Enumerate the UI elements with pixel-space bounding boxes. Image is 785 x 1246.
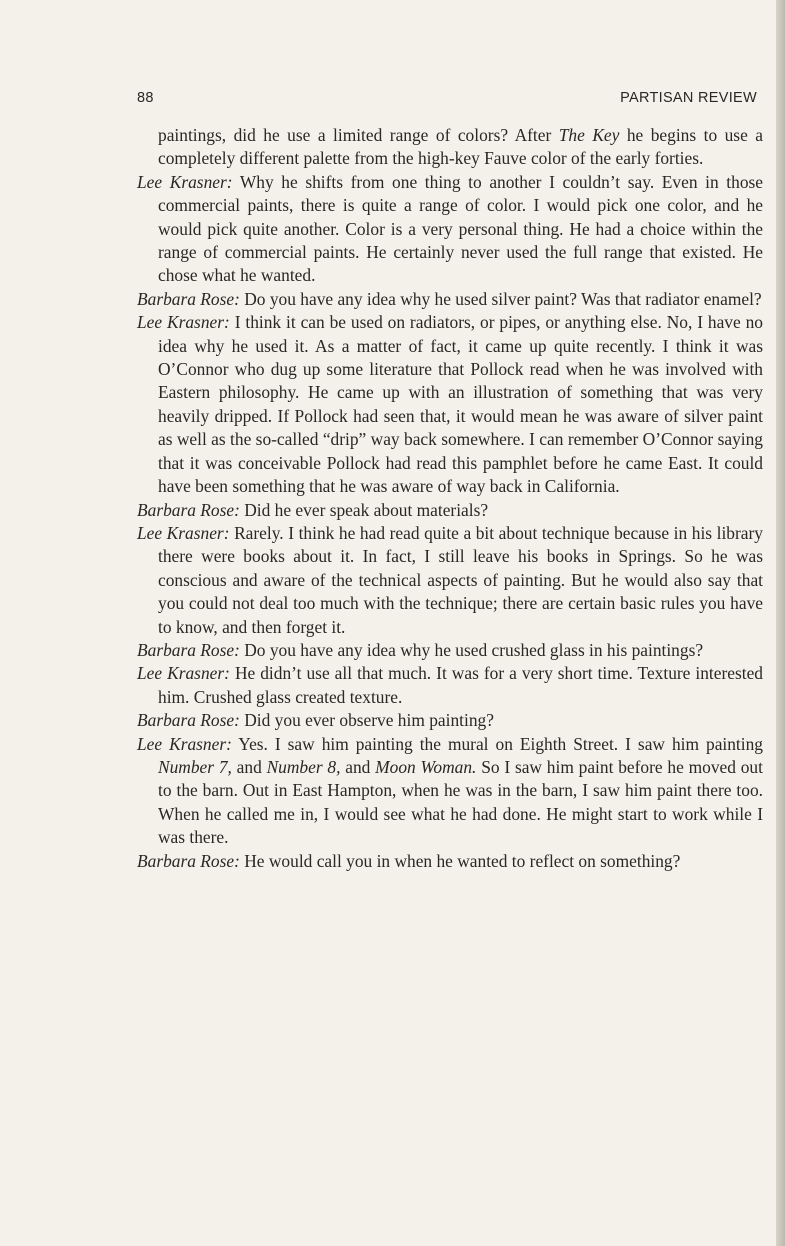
speaker-name: Lee Krasner: xyxy=(137,663,230,684)
interview-entry: Lee Krasner: Yes. I saw him painting the mural on Eighth Street. I saw him painting Number 7, and Number 8, and Moon Woman. So I saw him paint before he moved out to the barn. Out in East Hampton, when he was in the barn, I saw him paint there too. When he called me in, I would see what he had done. He might start to work while I was there. xyxy=(137,733,763,848)
interview-entry: Barbara Rose: Do you have any idea why he used silver paint? Was that radiator enamel? xyxy=(137,288,762,309)
speaker-name: Barbara Rose: xyxy=(137,639,240,660)
speaker-name: Barbara Rose: xyxy=(137,710,240,731)
interview-entry: Lee Krasner: Why he shifts from one thing to another I couldn’t say. Even in those commercial paints, there is quite a range of color. I would pick one color, and he would pick quite another. Color is a very personal thing. He had a choice within the range of commercial paints. He certainly never used the full range that existed. He chose what he wanted. xyxy=(137,171,764,286)
page-edge-shadow xyxy=(776,0,785,1246)
speaker-name: Lee Krasner: xyxy=(137,522,230,543)
journal-title: PARTISAN REVIEW xyxy=(620,90,757,106)
running-header xyxy=(137,84,757,106)
interview-text xyxy=(137,124,763,873)
painting-title: The Key xyxy=(558,125,620,145)
painting-title: Number 8, xyxy=(266,756,341,777)
page-number: 88 xyxy=(137,90,154,106)
speaker-name: Lee Krasner: xyxy=(137,171,233,192)
interview-entry: Lee Krasner: Rarely. I think he had read quite a bit about technique because in his library there were books about it. In fact, I still leave his books in Springs. So he was conscious and aware of the technical aspects of painting. But he would also say that you could not deal too much with the technique; there are certain basic rules you have to know, and then forget it. xyxy=(137,522,764,637)
interview-entry: Barbara Rose: Did you ever observe him painting? xyxy=(137,710,494,731)
speaker-name: Barbara Rose: xyxy=(137,499,240,520)
interview-entry: Lee Krasner: He didn’t use all that much. It was for a very short time. Texture interested him. Crushed glass created texture. xyxy=(137,663,764,707)
painting-title: Moon Woman. xyxy=(375,756,477,777)
interview-entry: Lee Krasner: I think it can be used on radiators, or pipes, or anything else. No, I have no idea why he used it. As a matter of fact, it came up quite recently. I think it was O’Connor who dug up some literature that Pollock read when he was involved with Eastern philosophy. He came up with an illustration of something that was very heavily dripped. If Pollock had seen that, it would mean he was aware of silver paint as well as the so-called “drip” way back somewhere. I can remember O’Connor saying that it was conceivable Pollock had read this pamphlet before he came East. It could have been something that he was aware of way back in California. xyxy=(137,312,763,497)
interview-entry: Barbara Rose: He would call you in when he wanted to reflect on something? xyxy=(137,850,681,871)
interview-entry: Barbara Rose: Do you have any idea why he used crushed glass in his paintings? xyxy=(137,639,704,660)
speaker-name: Barbara Rose: xyxy=(137,288,240,309)
speaker-name: Lee Krasner: xyxy=(137,312,230,333)
interview-entry: Barbara Rose: Did he ever speak about materials? xyxy=(137,499,489,520)
speaker-name: Lee Krasner: xyxy=(137,733,232,754)
continued-question: paintings, did he use a limited range of colors? After The Key he begins to use a completely different palette from the high-key Fauve color of the early forties. xyxy=(158,125,763,169)
painting-title: Number 7, xyxy=(158,756,232,777)
speaker-name: Barbara Rose: xyxy=(137,850,240,871)
